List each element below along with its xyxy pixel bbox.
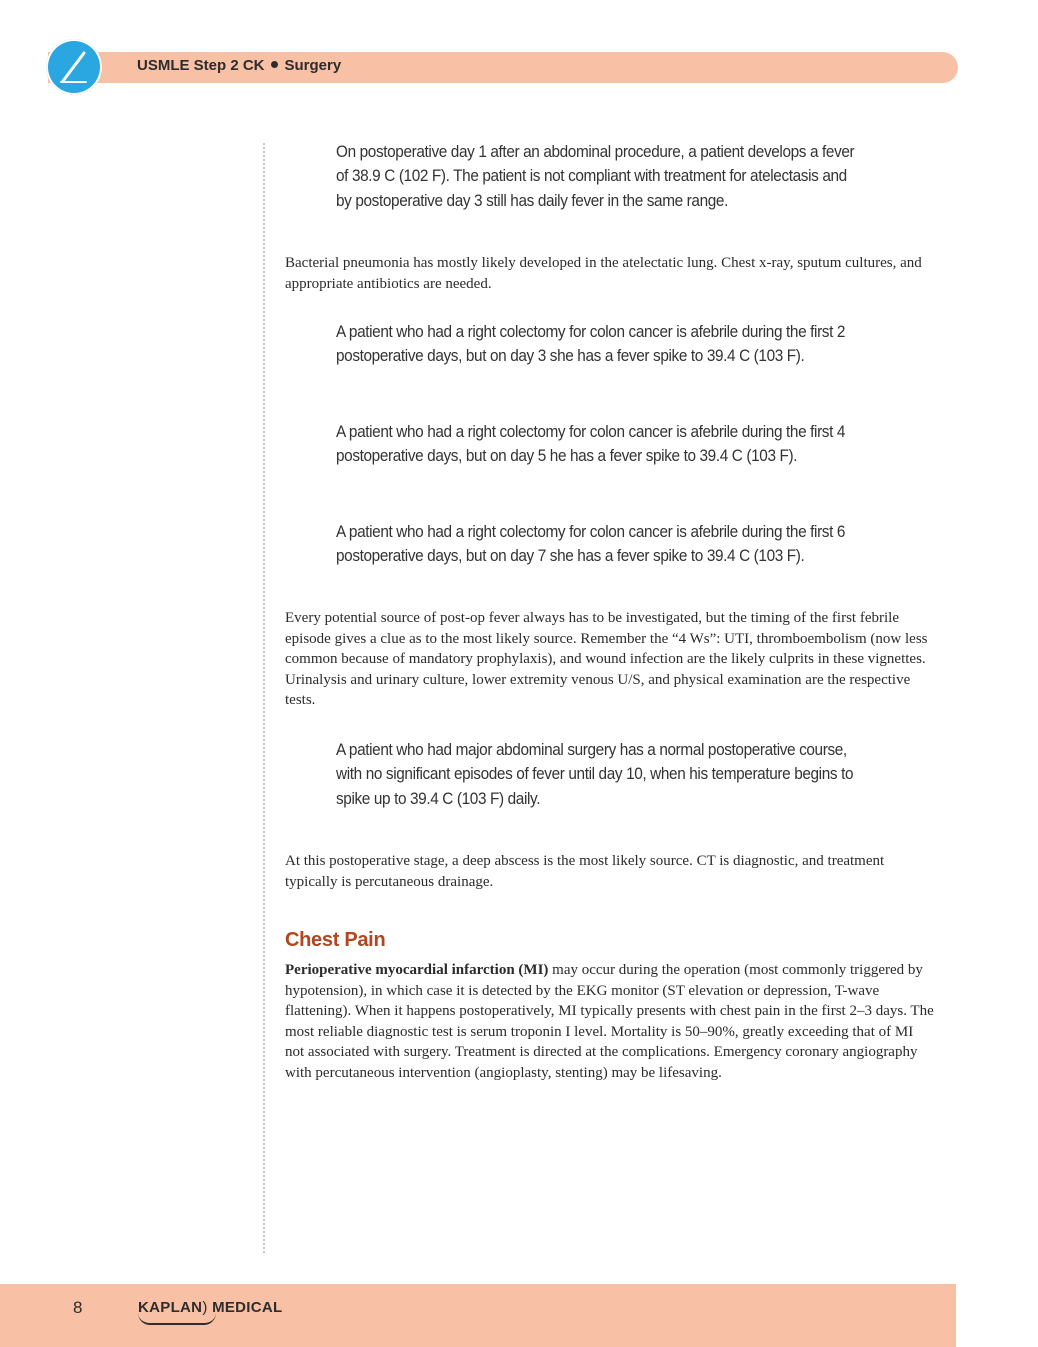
brand-suffix: MEDICAL [212, 1299, 283, 1316]
key-term: Perioperative myocardial infarction (MI) [285, 962, 549, 978]
page-number: 8 [73, 1298, 83, 1317]
explanation-pneumonia: Bacterial pneumonia has mostly likely developed in the atelectatic lung. Chest x-ray, sputum cultures, and appropriate antibiotics are needed. [285, 255, 922, 292]
vignette-wound-infection: A patient who had a right colectomy for colon cancer is afebrile during the first 6 postoperative days, but on day 7 she has a fever spike to 39.4 C (103 F). [336, 523, 846, 566]
book-title: USMLE Step 2 CK [137, 57, 265, 74]
kaplan-medical-logo: KAPLAN) MEDICAL [138, 1299, 283, 1316]
vignette-abscess: A patient who had major abdominal surgery has a normal postoperative course, with no significant episodes of fever until day 10, when his temperature begins to spike up to 39.4 C (103 F) daily. [336, 741, 854, 808]
vignette-pneumonia: On postoperative day 1 after an abdominal procedure, a patient develops a fever of 38.9 C (102 F). The patient is not compliant with treatment for atelectasis and by postoperative day 3 still has daily fever in the same range. [336, 143, 855, 210]
explanation-abscess: At this postoperative stage, a deep abscess is the most likely source. CT is diagnostic, and treatment typically is percutaneous drainage. [285, 853, 885, 890]
section-heading-chest-pain: Chest Pain [285, 929, 386, 951]
vignette-thromboembolism: A patient who had a right colectomy for colon cancer is afebrile during the first 4 postoperative days, but on day 5 he has a fever spike to 39.4 C (103 F). [336, 423, 846, 466]
swoosh-icon [138, 1313, 216, 1325]
brand-name: KAPLAN [138, 1299, 203, 1316]
margin-rule [263, 143, 265, 1253]
mi-body: may occur during the operation (most commonly triggered by hypotension), in which case it is detected by the EKG monitor (ST elevation or depression, T-wave flattening). When it happens postoperatively, MI typically presents with chest pain in the first 2–3 days. The most reliable diagnostic test is serum troponin I level. Mortality is 50–90%, greatly exceeding that of MI not associated with surgery. Treatment is directed at the complications. Emergency coronary angiography with percutaneous intervention (angioplasty, stenting) may be lifesaving. [285, 962, 934, 1081]
running-header [137, 57, 341, 74]
vignette-uti: A patient who had a right colectomy for colon cancer is afebrile during the first 2 postoperative days, but on day 3 she has a fever spike to 39.4 C (103 F). [336, 323, 846, 366]
scalpel-icon [46, 39, 102, 95]
explanation-4ws: Every potential source of post-op fever always has to be investigated, but the timing of the first febrile episode gives a clue as to the most likely source. Remember the “4 Ws”: UTI, thromboembolism (now less common because of mandatory prophylaxis), and wound infection are the likely culprits in these vignettes. Urinalysis and urinary culture, lower extremity venous U/S, and physical examination are the respective tests. [285, 610, 928, 709]
bullet-separator [271, 61, 278, 68]
explanation-mi [285, 960, 935, 1084]
chapter-subject: Surgery [284, 57, 342, 74]
